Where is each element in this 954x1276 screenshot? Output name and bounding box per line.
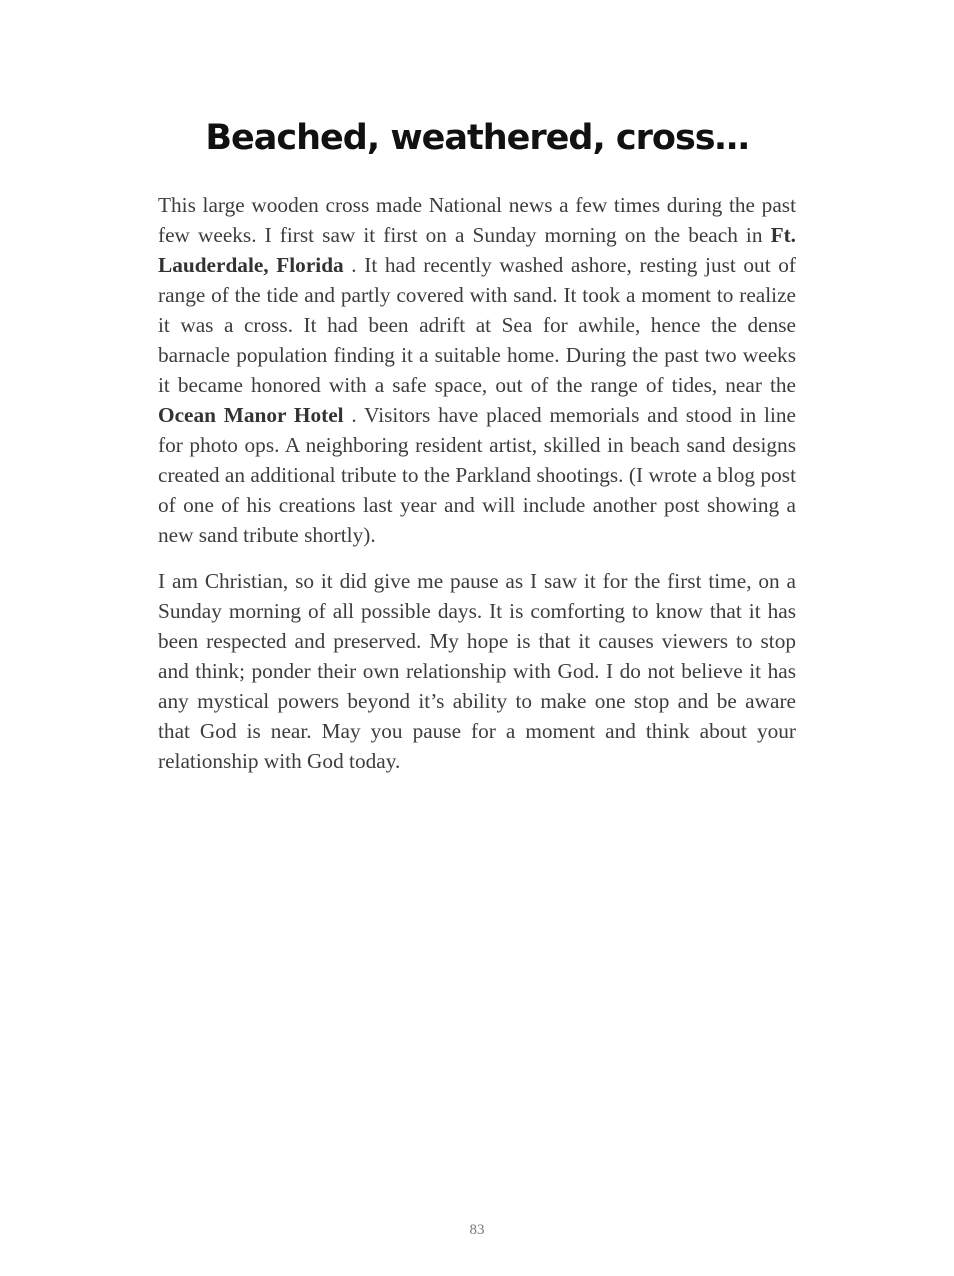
- paragraph-1-part-3: . Visitors have placed memorials and stood in line for photo ops. A neighboring resident artist, skilled in beach sand designs created an additional tribute to the Parkland shootings. (I wrote a blog post of one of his creations last year and will include another post showing a new sand tribute shortly).: [158, 403, 796, 547]
- hotel-name-bold: Ocean Manor Hotel: [158, 403, 344, 427]
- paragraph-1: [158, 190, 796, 550]
- page-title: Beached, weathered, cross…: [205, 118, 749, 158]
- location-bold: Ft. Lauderdale, Florida: [158, 223, 796, 277]
- paragraph-2: I am Christian, so it did give me pause as I saw it for the first time, on a Sunday morning of all possible days. It is comforting to know that it has been respected and preserved. My hope is that it causes viewers to stop and think; ponder their own relationship with God. I do not believe it has any mystical powers beyond it’s ability to make one stop and be aware that God is near. May you pause for a moment and think about your relationship with God today.: [158, 569, 796, 773]
- page-number: 83: [469, 1222, 485, 1238]
- body-text: [158, 190, 796, 792]
- paragraph-1-part-1: This large wooden cross made National news a few times during the past few weeks. I first saw it first on a Sunday morning on the beach in: [158, 193, 796, 247]
- paragraph-1-part-2: . It had recently washed ashore, resting just out of range of the tide and partly covered with sand. It took a moment to realize it was a cross. It had been adrift at Sea for awhile, hence the dense barnacle population finding it a suitable home. During the past two weeks it became honored with a safe space, out of the range of tides, near the: [158, 253, 796, 397]
